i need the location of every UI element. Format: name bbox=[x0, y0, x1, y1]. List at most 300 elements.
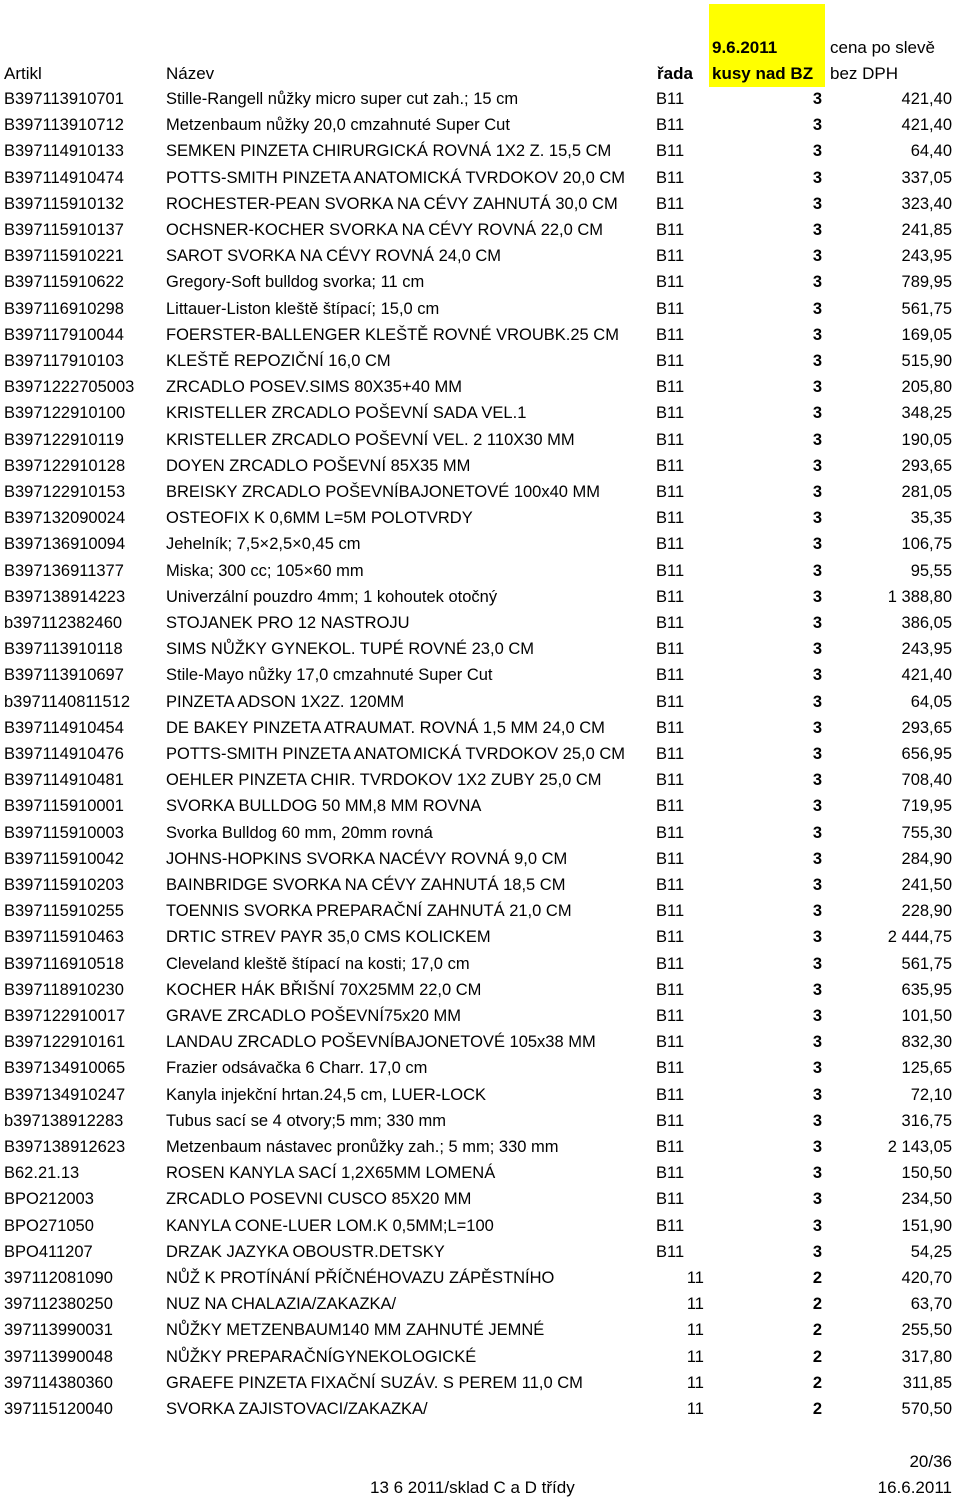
cell-kusy: 2 bbox=[812, 1400, 822, 1418]
cell-artikl: B397113910697 bbox=[4, 666, 124, 685]
cell-nazev: BREISKY ZRCADLO POŠEVNÍBAJONETOVÉ 100x40 MM bbox=[166, 483, 601, 501]
table-row bbox=[0, 978, 960, 1004]
table-row bbox=[0, 1083, 960, 1109]
cell-rada: B11 bbox=[656, 1164, 685, 1183]
cell-artikl: B397122910128 bbox=[4, 456, 126, 475]
table-row bbox=[0, 821, 960, 847]
cell-artikl: B397115910221 bbox=[4, 247, 124, 266]
cell-rada: B11 bbox=[656, 325, 685, 344]
cell-artikl: B397114910474 bbox=[4, 168, 124, 187]
cell-kusy: 3 bbox=[812, 1059, 822, 1078]
cell-rada: B11 bbox=[656, 614, 685, 632]
table-row bbox=[0, 559, 960, 585]
cell-nazev: Frazier odsávačka 6 Charr. 17,0 cm bbox=[166, 1059, 428, 1078]
cell-cena: 190,05 bbox=[901, 430, 952, 449]
cell-nazev: Metzenbaum nástavec pronůžky zah.; 5 mm; 330 mm bbox=[166, 1138, 559, 1156]
cell-cena: 420,70 bbox=[901, 1269, 952, 1287]
cell-cena: 2 444,75 bbox=[887, 928, 952, 947]
table-row bbox=[0, 1109, 960, 1135]
cell-artikl: B397118910230 bbox=[4, 980, 124, 999]
table-row bbox=[0, 1030, 960, 1056]
cell-rada: B11 bbox=[656, 1111, 685, 1130]
table-row bbox=[0, 1214, 960, 1240]
cell-artikl: B397114910481 bbox=[4, 771, 124, 790]
cell-nazev: ROSEN KANYLA SACÍ 1,2X65MM LOMENÁ bbox=[166, 1164, 496, 1183]
table-row bbox=[0, 428, 960, 454]
cell-kusy: 3 bbox=[812, 1138, 822, 1156]
header-artikl: Artikl bbox=[4, 64, 42, 83]
cell-artikl: B397113910712 bbox=[4, 116, 124, 135]
cell-nazev: TOENNIS SVORKA PREPARAČNÍ ZAHNUTÁ 21,0 CM bbox=[166, 902, 572, 921]
cell-artikl: B397115910132 bbox=[4, 194, 124, 213]
cell-rada: 11 bbox=[686, 1321, 704, 1340]
cell-rada: B11 bbox=[656, 456, 685, 475]
cell-cena: 106,75 bbox=[901, 535, 952, 554]
cell-nazev: BAINBRIDGE SVORKA NA CÉVY ZAHNUTÁ 18,5 CM bbox=[166, 876, 566, 894]
cell-cena: 95,55 bbox=[910, 561, 952, 580]
cell-cena: 64,05 bbox=[910, 692, 952, 711]
cell-rada: B11 bbox=[656, 247, 685, 266]
cell-cena: 35,35 bbox=[910, 509, 952, 528]
cell-cena: 561,75 bbox=[901, 954, 952, 973]
cell-artikl: B397136911377 bbox=[4, 561, 124, 580]
cell-kusy: 3 bbox=[812, 666, 822, 685]
cell-cena: 421,40 bbox=[901, 90, 952, 108]
cell-cena: 317,80 bbox=[901, 1347, 952, 1366]
cell-artikl: b3971140811512 bbox=[4, 692, 131, 711]
cell-kusy: 3 bbox=[812, 247, 822, 266]
footer-center: 13 6 2011/sklad C a D třídy bbox=[370, 1478, 575, 1497]
cell-cena: 1 388,80 bbox=[887, 587, 952, 606]
table-row bbox=[0, 480, 960, 506]
cell-artikl: 397113990031 bbox=[4, 1321, 113, 1340]
cell-rada: B11 bbox=[656, 745, 685, 763]
header-nazev: Název bbox=[166, 64, 215, 83]
cell-cena: 789,95 bbox=[901, 273, 952, 292]
table-row bbox=[0, 847, 960, 873]
cell-kusy: 3 bbox=[812, 430, 822, 449]
cell-nazev: SVORKA BULLDOG 50 MM,8 MM ROVNA bbox=[166, 797, 482, 816]
cell-nazev: SVORKA ZAJISTOVACI/ZAKAZKA/ bbox=[166, 1400, 428, 1418]
table-row bbox=[0, 506, 960, 532]
cell-kusy: 3 bbox=[812, 90, 822, 108]
cell-artikl: B397117910103 bbox=[4, 352, 124, 370]
cell-cena: 241,85 bbox=[901, 221, 952, 239]
cell-rada: B11 bbox=[656, 142, 685, 161]
cell-artikl: B397117910044 bbox=[4, 325, 124, 344]
cell-artikl: B397115910622 bbox=[4, 273, 124, 292]
cell-nazev: KRISTELLER ZRCADLO POŠEVNÍ SADA VEL.1 bbox=[166, 404, 527, 423]
cell-cena: 708,40 bbox=[901, 771, 952, 790]
cell-cena: 205,80 bbox=[901, 378, 952, 397]
cell-artikl: B397113910118 bbox=[4, 640, 123, 659]
cell-artikl: 397113990048 bbox=[4, 1347, 113, 1366]
cell-nazev: PINZETA ADSON 1X2Z. 120MM bbox=[166, 692, 405, 711]
cell-cena: 150,50 bbox=[901, 1164, 952, 1183]
cell-cena: 243,95 bbox=[901, 247, 952, 266]
table-row bbox=[0, 768, 960, 794]
cell-kusy: 3 bbox=[812, 221, 822, 239]
cell-cena: 228,90 bbox=[901, 902, 952, 921]
cell-rada: B11 bbox=[656, 1033, 685, 1052]
cell-nazev: LANDAU ZRCADLO POŠEVNÍBAJONETOVÉ 105x38 MM bbox=[166, 1033, 596, 1052]
table-row bbox=[0, 952, 960, 978]
cell-rada: B11 bbox=[656, 666, 685, 685]
cell-rada: 11 bbox=[686, 1347, 704, 1366]
table-row bbox=[0, 1056, 960, 1082]
cell-kusy: 2 bbox=[812, 1269, 822, 1287]
cell-artikl: B397138914223 bbox=[4, 587, 126, 606]
cell-nazev: FOERSTER-BALLENGER KLEŠTĚ ROVNÉ VROUBK.25 CM bbox=[166, 325, 619, 344]
cell-rada: B11 bbox=[656, 273, 685, 292]
cell-rada: B11 bbox=[656, 980, 685, 999]
cell-kusy: 3 bbox=[812, 1164, 822, 1183]
table-row bbox=[0, 166, 960, 192]
table-row bbox=[0, 742, 960, 768]
cell-nazev: GRAEFE PINZETA FIXAČNÍ SUZÁV. S PEREM 11,0 CM bbox=[166, 1373, 583, 1392]
cell-nazev: NŮŽ K PROTÍNÁNÍ PŘÍČNÉHOVAZU ZÁPĚSTNÍHO bbox=[166, 1269, 555, 1287]
cell-rada: B11 bbox=[656, 1138, 685, 1156]
cell-cena: 635,95 bbox=[901, 980, 952, 999]
cell-nazev: Littauer-Liston kleště štípací; 15,0 cm bbox=[166, 299, 440, 318]
cell-kusy: 3 bbox=[812, 980, 822, 999]
cell-artikl: B397115910042 bbox=[4, 849, 124, 868]
cell-kusy: 2 bbox=[812, 1347, 822, 1366]
cell-artikl: B397115910203 bbox=[4, 876, 124, 894]
cell-cena: 515,90 bbox=[901, 352, 952, 370]
cell-rada: B11 bbox=[656, 430, 685, 449]
table-row bbox=[0, 139, 960, 165]
cell-kusy: 3 bbox=[812, 1007, 822, 1025]
cell-artikl: B397122910153 bbox=[4, 483, 126, 501]
cell-artikl: B397116910298 bbox=[4, 299, 124, 318]
cell-rada: B11 bbox=[656, 1190, 685, 1209]
cell-kusy: 3 bbox=[812, 299, 822, 318]
footer-page: 20/36 bbox=[909, 1452, 952, 1471]
cell-artikl: B397116910518 bbox=[4, 954, 124, 973]
cell-nazev: KLEŠTĚ REPOZIČNÍ 16,0 CM bbox=[166, 352, 391, 370]
cell-kusy: 3 bbox=[812, 1190, 822, 1209]
table-row bbox=[0, 192, 960, 218]
cell-kusy: 3 bbox=[812, 1085, 822, 1104]
cell-artikl: B397122910017 bbox=[4, 1007, 126, 1025]
cell-nazev: JOHNS-HOPKINS SVORKA NACÉVY ROVNÁ 9,0 CM bbox=[166, 849, 568, 868]
cell-kusy: 3 bbox=[812, 614, 822, 632]
table-row bbox=[0, 873, 960, 899]
cell-artikl: B62.21.13 bbox=[4, 1164, 80, 1183]
cell-cena: 421,40 bbox=[901, 666, 952, 685]
table-row bbox=[0, 794, 960, 820]
cell-nazev: POTTS-SMITH PINZETA ANATOMICKÁ TVRDOKOV 25,0 CM bbox=[166, 745, 626, 763]
table-row bbox=[0, 454, 960, 480]
cell-kusy: 2 bbox=[812, 1373, 822, 1392]
table-row bbox=[0, 611, 960, 637]
table-row bbox=[0, 532, 960, 558]
table-row bbox=[0, 1240, 960, 1266]
cell-cena: 337,05 bbox=[901, 168, 952, 187]
cell-rada: B11 bbox=[656, 692, 685, 711]
cell-nazev: Stille-Rangell nůžky micro super cut zah.; 15 cm bbox=[166, 90, 519, 108]
cell-kusy: 3 bbox=[812, 194, 822, 213]
cell-rada: B11 bbox=[656, 1059, 685, 1078]
header-price-top: cena po slevě bbox=[830, 38, 935, 57]
cell-rada: B11 bbox=[656, 561, 685, 580]
cell-nazev: Jehelník; 7,5×2,5×0,45 cm bbox=[166, 535, 361, 554]
cell-cena: 386,05 bbox=[901, 614, 952, 632]
cell-artikl: b397112382460 bbox=[4, 614, 123, 632]
cell-kusy: 3 bbox=[812, 1033, 822, 1052]
cell-cena: 755,30 bbox=[901, 823, 952, 842]
table-row bbox=[0, 690, 960, 716]
cell-rada: B11 bbox=[656, 168, 685, 187]
cell-cena: 234,50 bbox=[901, 1190, 952, 1209]
cell-cena: 255,50 bbox=[901, 1321, 952, 1340]
table-row bbox=[0, 1318, 960, 1344]
table-row bbox=[0, 1397, 960, 1423]
cell-kusy: 3 bbox=[812, 352, 822, 370]
cell-kusy: 3 bbox=[812, 771, 822, 790]
cell-kusy: 3 bbox=[812, 692, 822, 711]
cell-kusy: 3 bbox=[812, 954, 822, 973]
cell-artikl: B397115910463 bbox=[4, 928, 124, 947]
cell-cena: 284,90 bbox=[901, 849, 952, 868]
table-row bbox=[0, 1266, 960, 1292]
table-row bbox=[0, 637, 960, 663]
cell-kusy: 3 bbox=[812, 561, 822, 580]
cell-artikl: B397115910137 bbox=[4, 221, 124, 239]
cell-cena: 72,10 bbox=[910, 1085, 952, 1104]
cell-kusy: 3 bbox=[812, 1111, 822, 1130]
cell-rada: B11 bbox=[656, 823, 685, 842]
cell-cena: 151,90 bbox=[901, 1216, 952, 1235]
cell-nazev: DRTIC STREV PAYR 35,0 CMS KOLICKEM bbox=[166, 928, 491, 947]
cell-kusy: 3 bbox=[812, 640, 822, 659]
cell-cena: 281,05 bbox=[901, 483, 952, 501]
table-row bbox=[0, 244, 960, 270]
cell-rada: B11 bbox=[656, 902, 685, 921]
cell-rada: B11 bbox=[656, 90, 685, 108]
cell-rada: B11 bbox=[656, 849, 685, 868]
cell-artikl: B397114910133 bbox=[4, 142, 124, 161]
cell-rada: B11 bbox=[656, 718, 685, 737]
cell-nazev: Gregory-Soft bulldog svorka; 11 cm bbox=[166, 273, 425, 292]
cell-nazev: KANYLA CONE-LUER LOM.K 0,5MM;L=100 bbox=[166, 1216, 494, 1235]
cell-nazev: NŮŽKY PREPARAČNÍGYNEKOLOGICKÉ bbox=[166, 1347, 477, 1366]
cell-cena: 656,95 bbox=[901, 745, 952, 763]
table-row bbox=[0, 585, 960, 611]
cell-nazev: SEMKEN PINZETA CHIRURGICKÁ ROVNÁ 1X2 Z. 15,5 CM bbox=[166, 142, 612, 161]
cell-artikl: B397122910100 bbox=[4, 404, 126, 423]
cell-rada: B11 bbox=[656, 797, 685, 816]
header-kusy: kusy nad BZ bbox=[712, 64, 814, 83]
table-row bbox=[0, 270, 960, 296]
cell-nazev: ROCHESTER-PEAN SVORKA NA CÉVY ZAHNUTÁ 30,0 CM bbox=[166, 194, 618, 213]
header-date: 9.6.2011 bbox=[712, 38, 778, 57]
cell-rada: B11 bbox=[656, 587, 685, 606]
table-row bbox=[0, 1004, 960, 1030]
table-row bbox=[0, 401, 960, 427]
cell-cena: 54,25 bbox=[910, 1242, 952, 1261]
table-row bbox=[0, 323, 960, 349]
table-row bbox=[0, 1187, 960, 1213]
cell-nazev: OEHLER PINZETA CHIR. TVRDOKOV 1X2 ZUBY 25,0 CM bbox=[166, 771, 602, 790]
cell-cena: 561,75 bbox=[901, 299, 952, 318]
cell-artikl: B397115910255 bbox=[4, 902, 124, 921]
cell-rada: B11 bbox=[656, 404, 685, 423]
cell-cena: 293,65 bbox=[901, 456, 952, 475]
cell-nazev: GRAVE ZRCADLO POŠEVNÍ75x20 MM bbox=[166, 1007, 461, 1025]
header-price: bez DPH bbox=[830, 64, 899, 83]
cell-kusy: 3 bbox=[812, 1216, 822, 1235]
cell-cena: 64,40 bbox=[910, 142, 952, 161]
cell-kusy: 2 bbox=[812, 1295, 822, 1314]
cell-nazev: Tubus sací se 4 otvory;5 mm; 330 mm bbox=[166, 1111, 446, 1130]
table-row bbox=[0, 297, 960, 323]
cell-artikl: BPO411207 bbox=[4, 1242, 93, 1261]
cell-nazev: KOCHER HÁK BŘIŠNÍ 70X25MM 22,0 CM bbox=[166, 980, 482, 999]
cell-nazev: POTTS-SMITH PINZETA ANATOMICKÁ TVRDOKOV 20,0 CM bbox=[166, 168, 626, 187]
cell-cena: 241,50 bbox=[901, 876, 952, 894]
cell-cena: 101,50 bbox=[901, 1007, 952, 1025]
table-row bbox=[0, 1345, 960, 1371]
cell-rada: B11 bbox=[656, 640, 685, 659]
cell-kusy: 3 bbox=[812, 168, 822, 187]
cell-kusy: 3 bbox=[812, 1242, 822, 1261]
cell-artikl: B397122910161 bbox=[4, 1033, 126, 1052]
cell-kusy: 3 bbox=[812, 797, 822, 816]
cell-artikl: B397132090024 bbox=[4, 509, 126, 528]
table-row bbox=[0, 899, 960, 925]
cell-nazev: Metzenbaum nůžky 20,0 cmzahnuté Super Cut bbox=[166, 116, 510, 135]
cell-nazev: SAROT SVORKA NA CÉVY ROVNÁ 24,0 CM bbox=[166, 247, 502, 266]
cell-artikl: B397138912623 bbox=[4, 1138, 126, 1156]
cell-cena: 421,40 bbox=[901, 116, 952, 135]
cell-artikl: b397138912283 bbox=[4, 1111, 124, 1130]
cell-rada: B11 bbox=[656, 876, 685, 894]
cell-rada: 11 bbox=[686, 1295, 704, 1314]
cell-artikl: B397115910001 bbox=[4, 797, 124, 816]
table-row bbox=[0, 375, 960, 401]
cell-nazev: DRZAK JAZYKA OBOUSTR.DETSKY bbox=[166, 1242, 445, 1261]
cell-rada: 11 bbox=[686, 1373, 704, 1392]
cell-cena: 293,65 bbox=[901, 718, 952, 737]
cell-artikl: 397112081090 bbox=[4, 1269, 113, 1287]
cell-artikl: B3971222705003 bbox=[4, 378, 135, 397]
cell-nazev: STOJANEK PRO 12 NASTROJU bbox=[166, 614, 410, 632]
cell-rada: B11 bbox=[656, 1242, 685, 1261]
cell-kusy: 3 bbox=[812, 404, 822, 423]
cell-rada: 11 bbox=[686, 1269, 704, 1287]
cell-cena: 316,75 bbox=[901, 1111, 952, 1130]
cell-artikl: B397114910454 bbox=[4, 718, 124, 737]
table-row bbox=[0, 1371, 960, 1397]
cell-nazev: OCHSNER-KOCHER SVORKA NA CÉVY ROVNÁ 22,0 CM bbox=[166, 221, 604, 239]
cell-nazev: NŮŽKY METZENBAUM140 MM ZAHNUTÉ JEMNÉ bbox=[166, 1321, 545, 1340]
table-row bbox=[0, 1292, 960, 1318]
header-rada: řada bbox=[657, 64, 693, 83]
cell-kusy: 3 bbox=[812, 509, 822, 528]
cell-kusy: 2 bbox=[812, 1321, 822, 1340]
cell-rada: B11 bbox=[656, 378, 685, 397]
cell-rada: B11 bbox=[656, 116, 685, 135]
cell-nazev: Miska; 300 cc; 105×60 mm bbox=[166, 561, 364, 580]
cell-nazev: KRISTELLER ZRCADLO POŠEVNÍ VEL. 2 110X30 MM bbox=[166, 430, 575, 449]
table-row bbox=[0, 218, 960, 244]
cell-rada: B11 bbox=[656, 509, 685, 528]
cell-rada: 11 bbox=[686, 1400, 704, 1418]
cell-nazev: DE BAKEY PINZETA ATRAUMAT. ROVNÁ 1,5 MM 24,0 CM bbox=[166, 718, 605, 737]
table-row bbox=[0, 716, 960, 742]
cell-kusy: 3 bbox=[812, 876, 822, 894]
table-row bbox=[0, 925, 960, 951]
cell-rada: B11 bbox=[656, 928, 685, 947]
cell-nazev: Stile-Mayo nůžky 17,0 cmzahnuté Super Cut bbox=[166, 666, 493, 685]
cell-nazev: SIMS NŮŽKY GYNEKOL. TUPÉ ROVNÉ 23,0 CM bbox=[166, 640, 534, 659]
cell-cena: 2 143,05 bbox=[887, 1138, 952, 1156]
cell-artikl: B397115910003 bbox=[4, 823, 124, 842]
cell-kusy: 3 bbox=[812, 928, 822, 947]
cell-cena: 243,95 bbox=[901, 640, 952, 659]
cell-artikl: B397134910247 bbox=[4, 1085, 126, 1104]
cell-kusy: 3 bbox=[812, 378, 822, 397]
cell-artikl: BPO271050 bbox=[4, 1216, 94, 1235]
cell-kusy: 3 bbox=[812, 142, 822, 161]
cell-rada: B11 bbox=[656, 1007, 685, 1025]
cell-artikl: B397134910065 bbox=[4, 1059, 126, 1078]
cell-kusy: 3 bbox=[812, 116, 822, 135]
cell-kusy: 3 bbox=[812, 849, 822, 868]
cell-nazev: NUZ NA CHALAZIA/ZAKAZKA/ bbox=[166, 1295, 397, 1314]
cell-kusy: 3 bbox=[812, 535, 822, 554]
table-row bbox=[0, 663, 960, 689]
cell-rada: B11 bbox=[656, 535, 685, 554]
cell-kusy: 3 bbox=[812, 483, 822, 501]
table-row bbox=[0, 1161, 960, 1187]
cell-kusy: 3 bbox=[812, 456, 822, 475]
cell-cena: 63,70 bbox=[910, 1295, 952, 1314]
cell-kusy: 3 bbox=[812, 823, 822, 842]
cell-nazev: OSTEOFIX K 0,6MM L=5M POLOTVRDY bbox=[166, 509, 473, 528]
cell-rada: B11 bbox=[656, 299, 685, 318]
cell-nazev: Cleveland kleště štípací na kosti; 17,0 cm bbox=[166, 954, 470, 973]
cell-artikl: 397114380360 bbox=[4, 1373, 113, 1392]
cell-rada: B11 bbox=[656, 954, 685, 973]
cell-rada: B11 bbox=[656, 483, 685, 501]
cell-artikl: B397113910701 bbox=[4, 90, 124, 108]
cell-cena: 719,95 bbox=[901, 797, 952, 816]
cell-rada: B11 bbox=[656, 221, 685, 239]
cell-kusy: 3 bbox=[812, 745, 822, 763]
cell-nazev: Univerzální pouzdro 4mm; 1 kohoutek otočný bbox=[166, 587, 498, 606]
cell-rada: B11 bbox=[656, 771, 685, 790]
cell-nazev: Svorka Bulldog 60 mm, 20mm rovná bbox=[166, 823, 433, 842]
cell-rada: B11 bbox=[656, 352, 685, 370]
cell-kusy: 3 bbox=[812, 325, 822, 344]
cell-nazev: DOYEN ZRCADLO POŠEVNÍ 85X35 MM bbox=[166, 456, 471, 475]
cell-kusy: 3 bbox=[812, 718, 822, 737]
table-row bbox=[0, 1135, 960, 1161]
cell-cena: 311,85 bbox=[902, 1373, 952, 1392]
cell-kusy: 3 bbox=[812, 587, 822, 606]
cell-artikl: B397122910119 bbox=[4, 430, 124, 449]
table-row bbox=[0, 113, 960, 139]
cell-artikl: B397114910476 bbox=[4, 745, 124, 763]
cell-rada: B11 bbox=[656, 1216, 685, 1235]
cell-cena: 169,05 bbox=[901, 325, 952, 344]
cell-kusy: 3 bbox=[812, 273, 822, 292]
cell-cena: 348,25 bbox=[901, 404, 952, 423]
cell-cena: 570,50 bbox=[901, 1400, 952, 1418]
